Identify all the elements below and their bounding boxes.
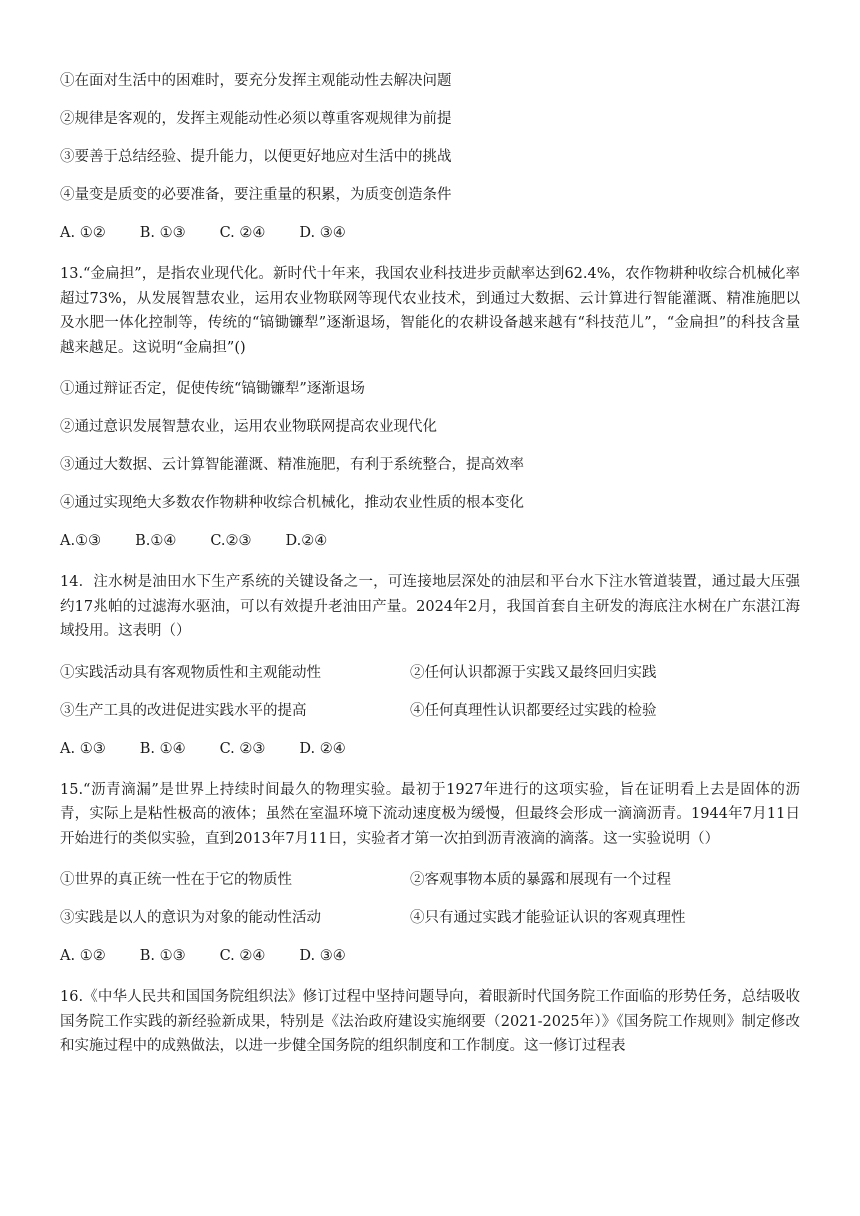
prev-question [60, 62, 800, 252]
answer-d: D. ②④ [299, 740, 346, 757]
answer-b: B. ①③ [139, 225, 186, 241]
answer-b: B. ①④ [139, 740, 186, 757]
option: ②任何认识都源于实践又最终回归实践 [410, 664, 657, 681]
option: ④任何真理性认识都要经过实践的检验 [410, 702, 657, 719]
option: ②通过意识发展智慧农业，运用农业物联网提高农业现代化 [60, 419, 437, 435]
answer-d: D. ③④ [299, 948, 346, 964]
question-15 [60, 778, 800, 976]
question-13 [60, 262, 800, 560]
answer-choices [60, 214, 800, 252]
question-14 [60, 570, 800, 768]
answer-choices [60, 937, 800, 975]
question-stem: 13.“金扁担”，是指农业现代化。新时代十年来，我国农业科技进步贡献率达到62.4%，农作物耕种收综合机械化率超过73%，从发展智慧农业，运用农业物联网等现代农业技术，到通过大数据、云计算进行智能灌溉、精准施肥以及水肥一体化控制等，传统的“镐锄镰犁”逐渐退场，智能化的农耕设备越来越有“科技范儿”，“金扁担”的科技含量越来越足。这说明“金扁担”() [60, 266, 800, 356]
answer-c: C. ②④ [219, 225, 266, 241]
answer-c: C. ②③ [219, 740, 266, 757]
answer-d: D.②④ [285, 533, 328, 549]
answer-b: B.①④ [135, 533, 177, 549]
option: ①通过辩证否定，促使传统“镐锄镰犁”逐渐退场 [60, 381, 365, 397]
answer-b: B. ①③ [139, 948, 186, 964]
option-row [60, 861, 800, 899]
option: ③实践是以人的意识为对象的能动性活动 [60, 910, 321, 926]
option-row [60, 899, 800, 937]
option: ②客观事物本质的暴露和展现有一个过程 [410, 872, 671, 888]
option: ①世界的真正统一性在于它的物质性 [60, 872, 292, 888]
question-stem: 16.《中华人民共和国国务院组织法》修订过程中坚持问题导向，着眼新时代国务院工作面临的形势任务，总结吸收国务院工作实践的新经验新成果，特别是《法治政府建设实施纲要（2021-2025年）》《国务院工作规则》制定修改和实施过程中的成熟做法，以进一步健全国务院的组织制度和工作制度。这一修订过程表 [60, 989, 800, 1054]
option: ①在面对生活中的困难时，要充分发挥主观能动性去解决问题 [60, 73, 452, 89]
option: ④只有通过实践才能验证认识的客观真理性 [410, 910, 686, 926]
option: ③要善于总结经验、提升能力，以便更好地应对生活中的挑战 [60, 149, 452, 165]
question-16 [60, 985, 800, 1059]
answer-choices [60, 730, 800, 768]
option: ④通过实现绝大多数农作物耕种收综合机械化，推动农业性质的根本变化 [60, 495, 524, 511]
question-stem: 14．注水树是油田水下生产系统的关键设备之一，可连接地层深处的油层和平台水下注水管道装置，通过最大压强约17兆帕的过滤海水驱油，可以有效提升老油田产量。2024年2月，我国首套自主研发的海底注水树在广东湛江海域投用。这表明（） [60, 574, 800, 639]
answer-a: A. ①② [60, 225, 106, 241]
answer-c: C.②③ [210, 533, 252, 549]
answer-a: A.①③ [60, 533, 102, 549]
answer-c: C. ②④ [219, 948, 266, 964]
answer-d: D. ③④ [299, 225, 346, 241]
option: ③通过大数据、云计算智能灌溉、精准施肥，有利于系统整合，提高效率 [60, 457, 524, 473]
option: ②规律是客观的，发挥主观能动性必须以尊重客观规律为前提 [60, 111, 452, 127]
question-stem: 15.“沥青滴漏”是世界上持续时间最久的物理实验。最初于1927年进行的这项实验，旨在证明看上去是固体的沥青，实际上是粘性极高的液体；虽然在室温环境下流动速度极为缓慢，但最终会形成一滴滴沥青。1944年7月11日开始进行的类似实验，直到2013年7月11日，实验者才第一次拍到沥青液滴的滴落。这一实验说明（） [60, 781, 800, 847]
answer-a: A. ①③ [60, 740, 106, 757]
option: ④量变是质变的必要准备，要注重量的积累，为质变创造条件 [60, 187, 452, 203]
option: ③生产工具的改进促进实践水平的提高 [60, 702, 307, 719]
answer-a: A. ①② [60, 948, 106, 964]
option-row [60, 692, 800, 730]
exam-page [60, 62, 800, 1069]
answer-choices [60, 522, 800, 560]
option-row [60, 654, 800, 692]
option: ①实践活动具有客观物质性和主观能动性 [60, 664, 321, 681]
